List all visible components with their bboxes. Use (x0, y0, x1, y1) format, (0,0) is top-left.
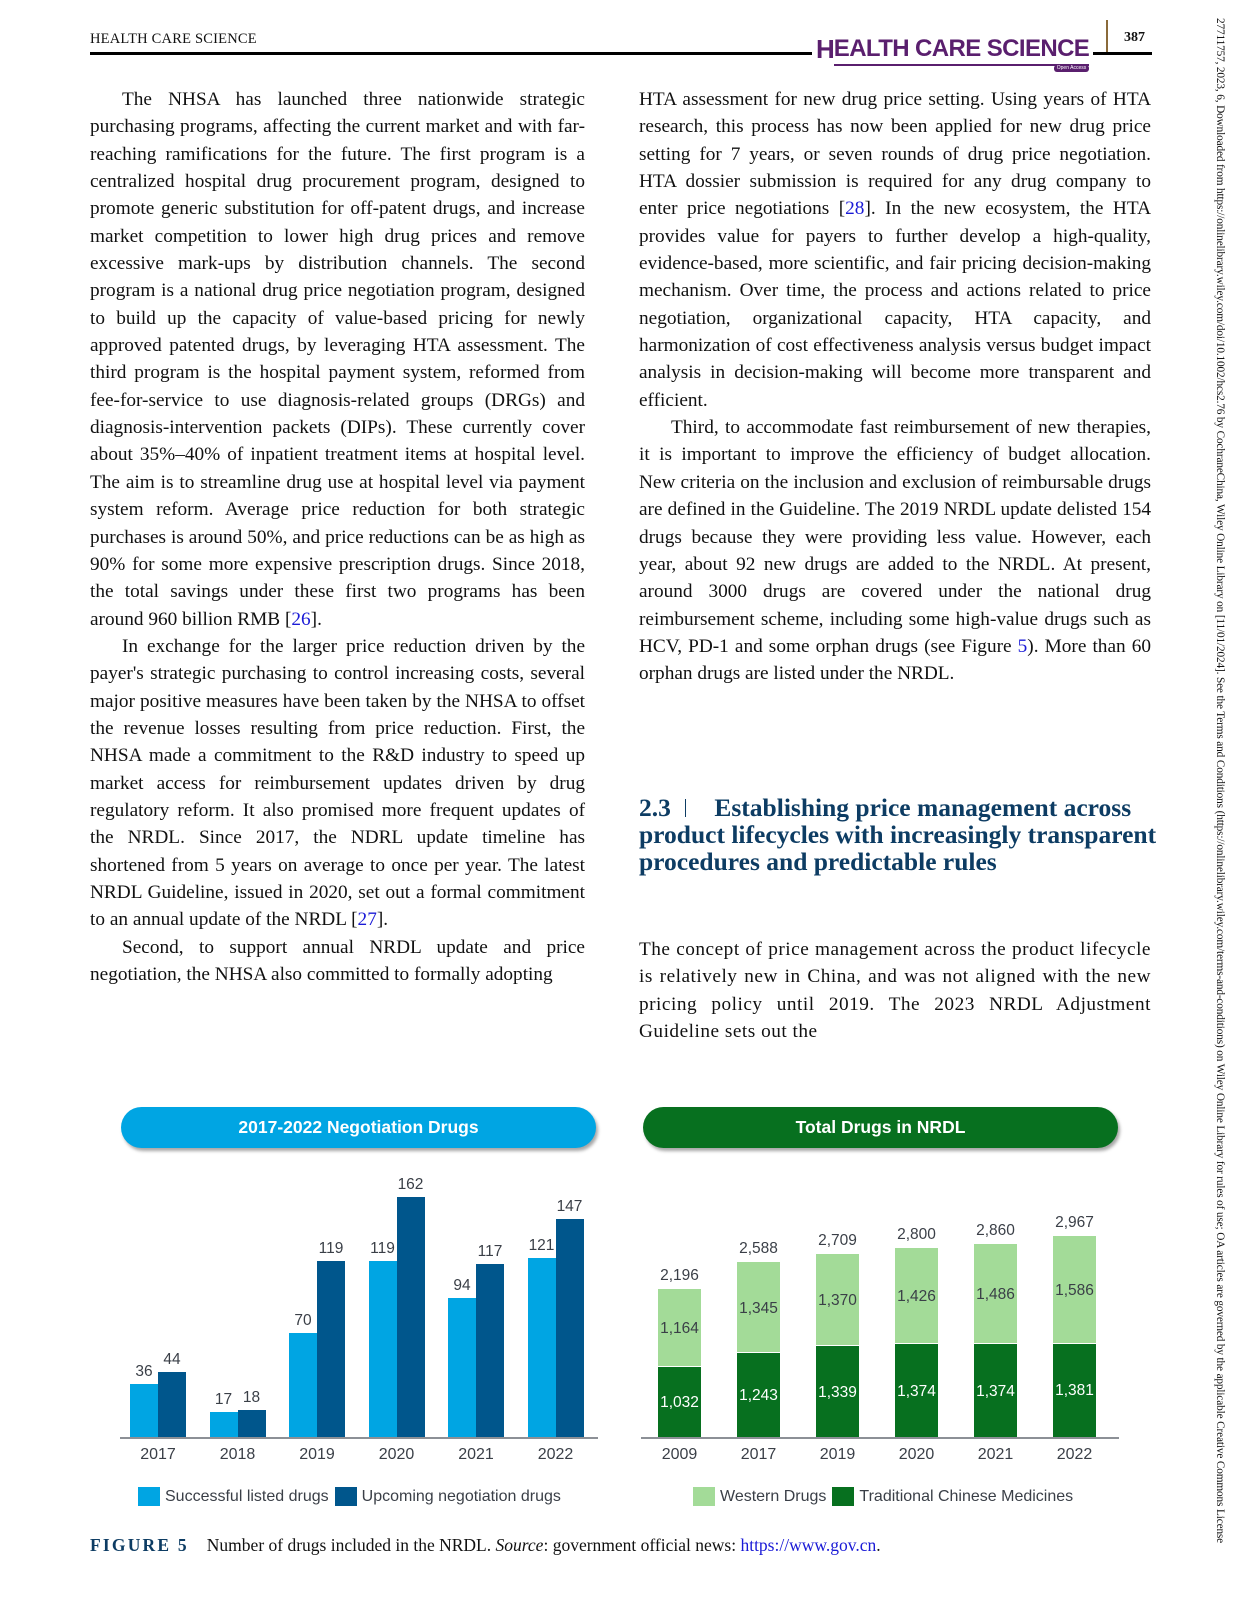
x-tick-label: 2022 (1056, 1446, 1093, 1463)
value-label-western: 1,164 (660, 1319, 699, 1337)
bar-upcoming (238, 1410, 266, 1437)
bar-successful (448, 1298, 476, 1437)
x-tick-label: 2021 (977, 1446, 1014, 1463)
page-number: 387 (1124, 30, 1145, 45)
right-column (639, 86, 1151, 688)
legend-item: Traditional Chinese Medicines (832, 1487, 1073, 1506)
paragraph-continued: HTA assessment for new drug price setting. Using years of HTA research, this process has now been applied for new drug price setting for 7 years, or seven rounds of drug price negotiation. HTA dossier submission is required for any drug company to enter price negotiations [28]. In the new ecosystem, the HTA provides value for payers to further develop a high-quality, evidence-based, more scientific, and fair pricing decision-making mechanism. Over time, the process and actions related to price negotiation, organizational capacity, HTA capacity, and harmonization of cost effectiveness analysis versus budget impact analysis in decision-making will become more transparent and efficient. (639, 89, 1151, 411)
x-tick-label: 2020 (898, 1446, 935, 1463)
x-axis (120, 1437, 598, 1439)
paragraph-3: Second, to support annual NRDL update and price negotiation, the NHSA also committed to formally adopting (90, 936, 585, 985)
left-column (90, 86, 585, 988)
value-label: 119 (318, 1239, 344, 1257)
chart-title-negotiation: 2017-2022 Negotiation Drugs (121, 1107, 596, 1148)
section-title: Establishing price management across product lifecycles with increasingly transparent procedures and predictable rules (639, 793, 1157, 876)
section-number: 2.3 (639, 793, 671, 822)
value-label: 17 (214, 1390, 233, 1408)
value-label: 117 (477, 1242, 503, 1260)
value-label-western: 1,426 (897, 1287, 936, 1305)
running-title: HEALTH CARE SCIENCE (90, 31, 257, 47)
value-label-western: 1,345 (739, 1299, 778, 1317)
chart-title-total-nrdl: Total Drugs in NRDL (643, 1107, 1118, 1148)
legend-total-nrdl (693, 1487, 1079, 1506)
x-tick-label: 2019 (819, 1446, 856, 1463)
total-label: 2,860 (976, 1221, 1015, 1239)
x-tick-label: 2018 (219, 1446, 256, 1463)
legend-item: Upcoming negotiation drugs (335, 1487, 561, 1506)
total-label: 2,967 (1055, 1214, 1094, 1232)
source-link[interactable]: https://www.gov.cn (740, 1535, 877, 1555)
paragraph-1: The NHSA has launched three nationwide strategic purchasing programs, affecting the current market and with far-reaching ramifications for the future. The first program is a centralized hospital drug procurement program, designed to promote generic substitution for off-patent drugs, and increase market competition to lower high drug prices and remove excessive mark-ups by distribution channels. The second program is a national drug price negotiation program, designed to build up the capacity of value-based pricing for newly approved patented drugs, by leveraging HTA assessment. The third program is the hospital payment system, reformed from fee-for-service to use diagnosis-related groups (DRGs) and diagnosis-intervention packets (DIPs). These currently cover about 35%–40% of inpatient treatment items at hospital level. The aim is to streamline drug use at hospital level via payment system reform. Average price reduction for both strategic purchases is around 50%, and price reductions can be as high as 90% for some more expensive prescription drugs. Since 2018, the total savings under these first two programs has been around 960 billion RMB [26]. (90, 89, 585, 630)
total-label: 2,709 (818, 1231, 857, 1249)
bar-upcoming (317, 1261, 345, 1437)
value-label-tcm: 1,374 (897, 1382, 936, 1400)
x-tick-label: 2020 (378, 1446, 415, 1463)
bar-successful (369, 1261, 397, 1437)
paragraph-third: Third, to accommodate fast reimbursement of new therapies, it is important to improve the efficiency of budget allocation. New criteria on the inclusion and exclusion of reimbursable drugs are defined in the Guideline. The 2019 NRDL update delisted 154 drugs because they were providing less value. However, each year, about 92 new drugs are added to the NRDL. At present, around 3000 drugs are covered under the national drug reimbursement scheme, including some high-value drugs such as HCV, PD-1 and some orphan drugs (see Figure 5). More than 60 orphan drugs are listed under the NRDL. (639, 417, 1151, 685)
header-separator (1106, 20, 1108, 52)
legend-item: Western Drugs (693, 1487, 826, 1506)
bar-successful (289, 1333, 317, 1437)
citation-link[interactable]: 28 (845, 198, 865, 220)
legend-item: Successful listed drugs (138, 1487, 329, 1506)
value-label: 36 (135, 1362, 153, 1380)
paragraph-2: In exchange for the larger price reduction driven by the payer's strategic purchasing to control increasing costs, several major positive measures have been taken by the NHSA to offset the revenue losses resulting from price reduction. First, the NHSA made a commitment to the R&D industry to speed up market access for reimbursement updates driven by drug regulatory reform. It also promised more frequent updates of the NRDL. Since 2017, the NDRL update timeline has shortened from 5 years on average to once per year. The latest NRDL Guideline, issued in 2020, set out a formal commitment to an annual update of the NRDL [27]. (90, 635, 585, 931)
bar-successful (528, 1258, 556, 1437)
bar-upcoming (158, 1372, 186, 1437)
value-label-tcm: 1,374 (976, 1382, 1015, 1400)
logo-h-icon: H (816, 34, 834, 64)
x-tick-label: 2021 (458, 1446, 494, 1463)
figure-link[interactable]: 5 (1017, 635, 1028, 657)
total-label: 2,800 (897, 1225, 936, 1243)
citation-link[interactable]: 26 (291, 608, 311, 630)
logo-text: EALTH CARE SCIENCE Open Access (833, 35, 1090, 71)
value-label: 162 (397, 1176, 424, 1194)
value-label-western: 1,486 (976, 1285, 1015, 1303)
swatch-successful (138, 1487, 160, 1506)
section-body: The concept of price management across the product lifecycle is relatively new in China, and was not aligned with the new pricing policy until 2019. The 2023 NRDL Adjustment Guideline sets out the (639, 939, 1151, 1042)
value-label: 44 (163, 1350, 181, 1368)
x-tick-label: 2017 (140, 1446, 176, 1463)
value-label: 147 (556, 1198, 583, 1216)
value-label-western: 1,370 (818, 1292, 857, 1310)
section-divider (685, 799, 687, 817)
x-axis (641, 1437, 1119, 1439)
value-label-western: 1,586 (1055, 1282, 1094, 1300)
download-notice: 27711757, 2023, 6, Downloaded from https://onlinelibrary.wiley.com/doi/10.1002/hcs2.76 by CochraneChina, Wiley Online Library on [11/01/2024]. See the Terms and Conditions (https://onlinelibrary.wiley.com/terms-and-conditions) on Wiley Online Library for rules of use; OA articles are governed by the applicable Creative Commons License (1214, 18, 1226, 1544)
bar-upcoming (476, 1264, 504, 1437)
figure-caption: FIGURE 5 Number of drugs included in the NRDL. Source: government official news: https://www.gov.cn. (90, 1535, 881, 1555)
value-label-tcm: 1,381 (1055, 1382, 1094, 1400)
bar-successful (130, 1384, 158, 1437)
figure-label: FIGURE 5 (90, 1535, 189, 1555)
value-label: 70 (294, 1312, 312, 1330)
journal-logo (812, 34, 1093, 70)
value-label: 119 (370, 1239, 395, 1257)
value-label: 94 (453, 1276, 471, 1294)
legend-negotiation (138, 1487, 567, 1506)
value-label-tcm: 1,032 (660, 1394, 699, 1412)
bar-successful (210, 1412, 238, 1437)
x-tick-label: 2022 (537, 1446, 574, 1463)
value-label-tcm: 1,243 (739, 1386, 778, 1404)
value-label-tcm: 1,339 (818, 1383, 857, 1401)
x-tick-label: 2009 (661, 1446, 698, 1463)
x-tick-label: 2017 (740, 1446, 777, 1463)
citation-link[interactable]: 27 (357, 909, 377, 931)
total-label: 2,588 (739, 1240, 778, 1258)
total-label: 2,196 (660, 1266, 699, 1284)
bar-upcoming (556, 1219, 584, 1437)
swatch-western (693, 1487, 715, 1506)
open-access-badge: Open Access (1054, 65, 1089, 72)
section-heading (639, 794, 1159, 875)
value-label: 121 (528, 1236, 555, 1254)
swatch-upcoming (335, 1487, 357, 1506)
swatch-tcm (832, 1487, 854, 1506)
x-tick-label: 2019 (299, 1446, 335, 1463)
value-label: 18 (242, 1389, 261, 1407)
bar-upcoming (397, 1197, 425, 1437)
